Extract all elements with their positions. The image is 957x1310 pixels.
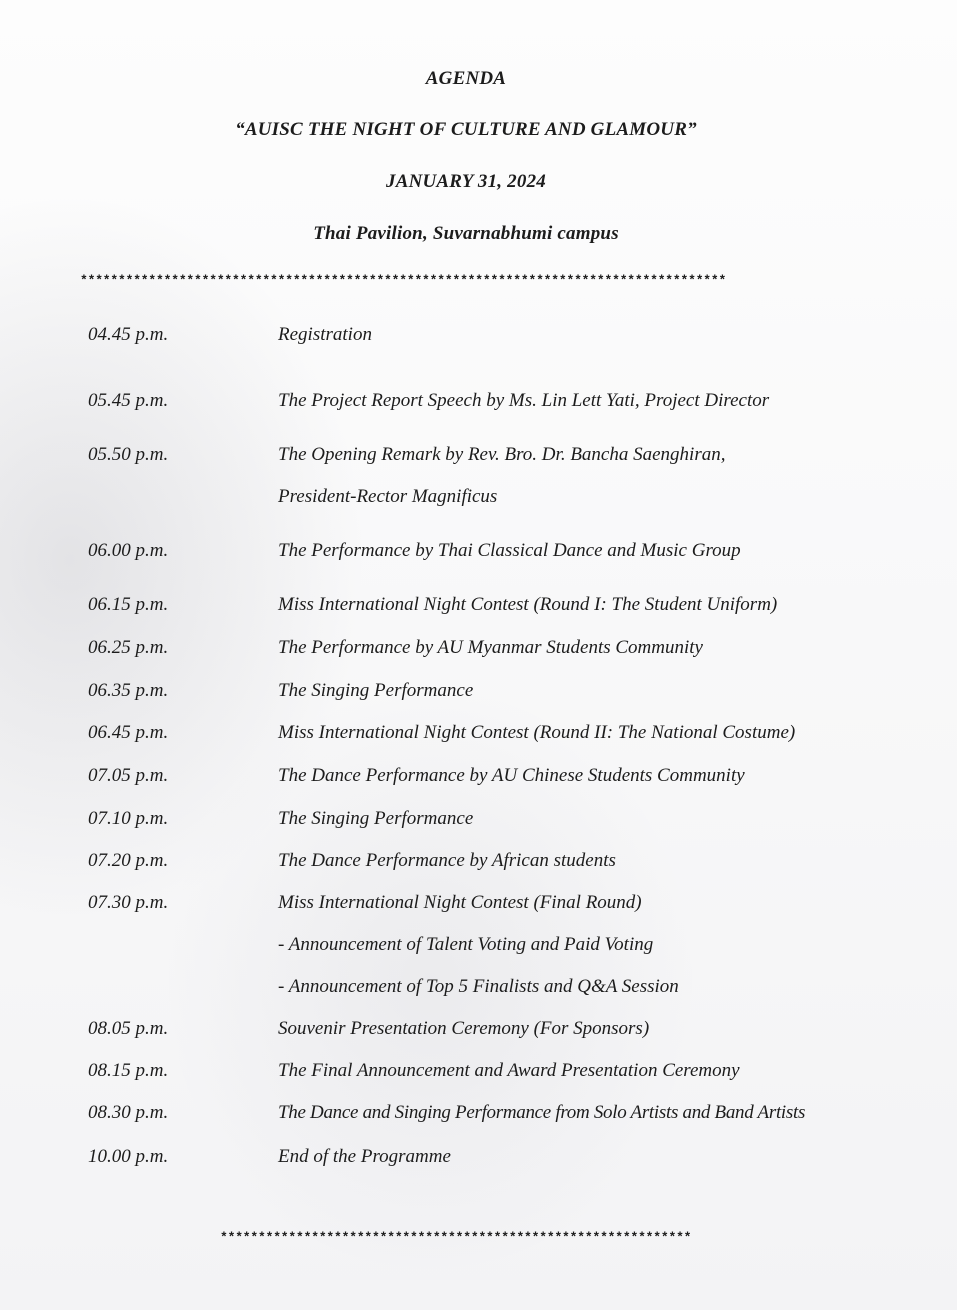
- agenda-event: The Dance and Singing Performance from Solo Artists and Band Artists: [278, 1102, 806, 1123]
- event-venue: Thai Pavilion, Suvarnabhumi campus: [313, 223, 619, 244]
- agenda-event: The Dance Performance by African students: [278, 850, 616, 871]
- agenda-event: End of the Programme: [278, 1146, 451, 1167]
- agenda-event: The Singing Performance: [278, 808, 474, 829]
- agenda-event: The Final Announcement and Award Presentation Ceremony: [278, 1060, 740, 1081]
- agenda-event: The Opening Remark by Rev. Bro. Dr. Bancha Saenghiran,: [278, 444, 726, 465]
- agenda-time: 07.30 p.m.: [88, 892, 169, 913]
- agenda-time: 08.15 p.m.: [88, 1060, 169, 1081]
- agenda-time: 07.05 p.m.: [88, 765, 169, 786]
- agenda-event: The Performance by Thai Classical Dance and Music Group: [278, 540, 741, 561]
- agenda-event: Souvenir Presentation Ceremony (For Sponsors): [278, 1018, 650, 1039]
- agenda-event: The Performance by AU Myanmar Students Community: [278, 637, 703, 658]
- agenda-event: The Dance Performance by AU Chinese Students Community: [278, 765, 745, 786]
- agenda-time: 05.45 p.m.: [88, 390, 169, 411]
- agenda-time: 08.05 p.m.: [88, 1018, 169, 1039]
- agenda-event: Miss International Night Contest (Round II: The National Costume): [278, 722, 796, 743]
- agenda-time: 07.10 p.m.: [88, 808, 169, 829]
- agenda-time: 04.45 p.m.: [88, 324, 169, 345]
- agenda-time: 08.30 p.m.: [88, 1102, 169, 1123]
- agenda-time: 10.00 p.m.: [88, 1146, 169, 1167]
- top-divider: *************************************************************************************: [80, 273, 727, 288]
- agenda-time: 05.50 p.m.: [88, 444, 169, 465]
- agenda-time: 07.20 p.m.: [88, 850, 169, 871]
- agenda-event: Miss International Night Contest (Final Round): [278, 892, 642, 913]
- bottom-divider: **************************************************************: [220, 1230, 692, 1245]
- agenda-event: The Project Report Speech by Ms. Lin Lett Yati, Project Director: [278, 390, 770, 411]
- agenda-event: President-Rector Magnificus: [278, 486, 498, 507]
- agenda-event: Registration: [278, 324, 372, 345]
- agenda-time: 06.35 p.m.: [88, 680, 169, 701]
- agenda-time: 06.15 p.m.: [88, 594, 169, 615]
- agenda-title: AGENDA: [425, 68, 507, 89]
- event-date: JANUARY 31, 2024: [386, 171, 546, 192]
- agenda-time: 06.25 p.m.: [88, 637, 169, 658]
- agenda-event: The Singing Performance: [278, 680, 474, 701]
- agenda-event: - Announcement of Talent Voting and Paid Voting: [278, 934, 654, 955]
- agenda-time: 06.45 p.m.: [88, 722, 169, 743]
- event-name: “AUISC THE NIGHT OF CULTURE AND GLAMOUR”: [235, 119, 697, 140]
- agenda-event: Miss International Night Contest (Round I: The Student Uniform): [278, 594, 778, 615]
- agenda-time: 06.00 p.m.: [88, 540, 169, 561]
- agenda-event: - Announcement of Top 5 Finalists and Q&A Session: [278, 976, 679, 997]
